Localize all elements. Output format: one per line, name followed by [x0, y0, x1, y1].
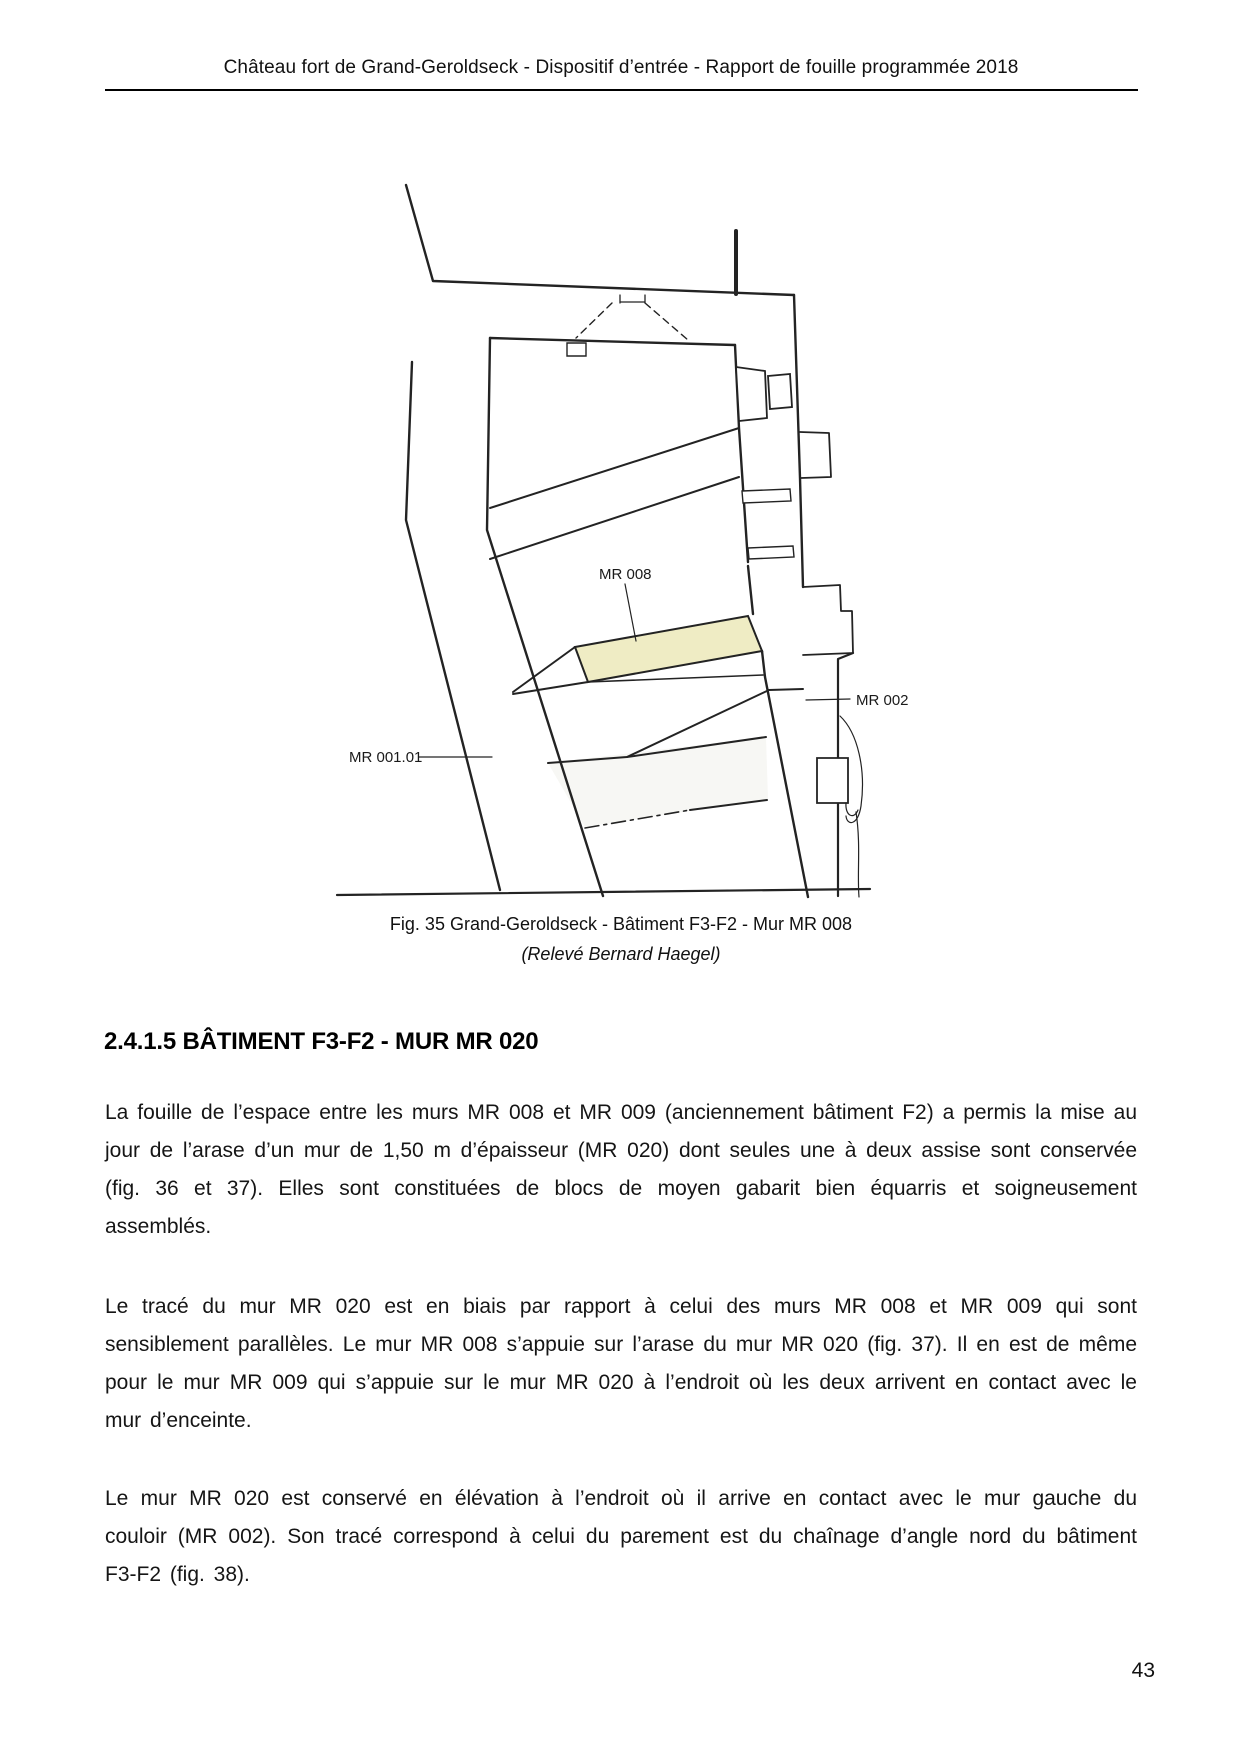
terrace-band-fill [548, 737, 768, 827]
body-paragraph: Le mur MR 020 est conservé en élévation à l’endroit où il arrive en contact avec le mur gauche du couloir (MR 002). Son tracé correspond à celui du parement est du chaînage d’angle nord du bâtiment F3-F2 (fig. 38). [105, 1487, 1137, 1586]
body-paragraph: Le tracé du mur MR 020 est en biais par rapport à celui des murs MR 008 et MR 009 qui sont sensiblement parallèles. Le mur MR 008 s’appuie sur l’arase du mur MR 020 (fig. 37). Il en est de même pour le mur MR 009 qui s’appuie sur le mur MR 020 à l’endroit où les deux arrivent en contact avec le mur d’enceinte. [105, 1295, 1137, 1432]
bastion-rect [768, 374, 792, 409]
right-bump [800, 432, 831, 478]
right-stepped-structure [803, 585, 853, 655]
header-rule [105, 89, 1138, 91]
label-mr001-01: MR 001.01 [349, 749, 423, 766]
figure-caption: Fig. 35 Grand-Geroldseck - Bâtiment F3-F2 - Mur MR 008 [389, 914, 853, 934]
corridor-crossbar-1 [742, 489, 791, 503]
dashed-leg-left [576, 303, 612, 338]
page-number: 43 [1131, 1659, 1155, 1682]
site-plan-figure [330, 150, 955, 910]
wall-mr00101-outer [406, 362, 500, 890]
interior-wall-d2 [490, 477, 739, 559]
building-top-edge [490, 338, 735, 345]
page-header-title: Château fort de Grand-Geroldseck - Dispositif d’entrée - Rapport de fouille programmée 2018 [223, 57, 1019, 78]
building-top-notch [567, 343, 586, 356]
body-paragraph: La fouille de l’espace entre les murs MR 008 et MR 009 (anciennement bâtiment F2) a permis la mise au jour de l’arase d’un mur de 1,50 m d’épaisseur (MR 020) dont seules une à deux assise sont conservée (fig. 36 et 37). Elles sont constituées de blocs de moyen gabarit bien équarris et soigneusement assemblés. [105, 1101, 1137, 1238]
wall-mr008-highlight [575, 616, 762, 682]
terrain-curve-3 [856, 812, 859, 897]
label-mr002: MR 002 [856, 692, 909, 709]
site-plan-svg [330, 150, 955, 910]
label-mr008: MR 008 [599, 566, 652, 583]
corridor-block [817, 758, 848, 803]
section-heading: 2.4.1.5 BÂTIMENT F3-F2 - MUR MR 020 [104, 1028, 539, 1055]
figure-caption-credit: (Relevé Bernard Haegel) [521, 944, 721, 964]
wall-enceinte-right-upper [794, 295, 803, 587]
interior-wall-d1 [490, 428, 739, 508]
gate-notch [620, 295, 645, 303]
corridor-crossbar-2 [748, 546, 794, 559]
dashed-leg-right [645, 303, 688, 340]
corridor-crosswall [769, 689, 803, 690]
leader-mr008 [625, 584, 636, 641]
leader-mr002 [806, 699, 850, 700]
bastion-quad [736, 367, 767, 421]
corridor-left-wall [762, 651, 808, 897]
